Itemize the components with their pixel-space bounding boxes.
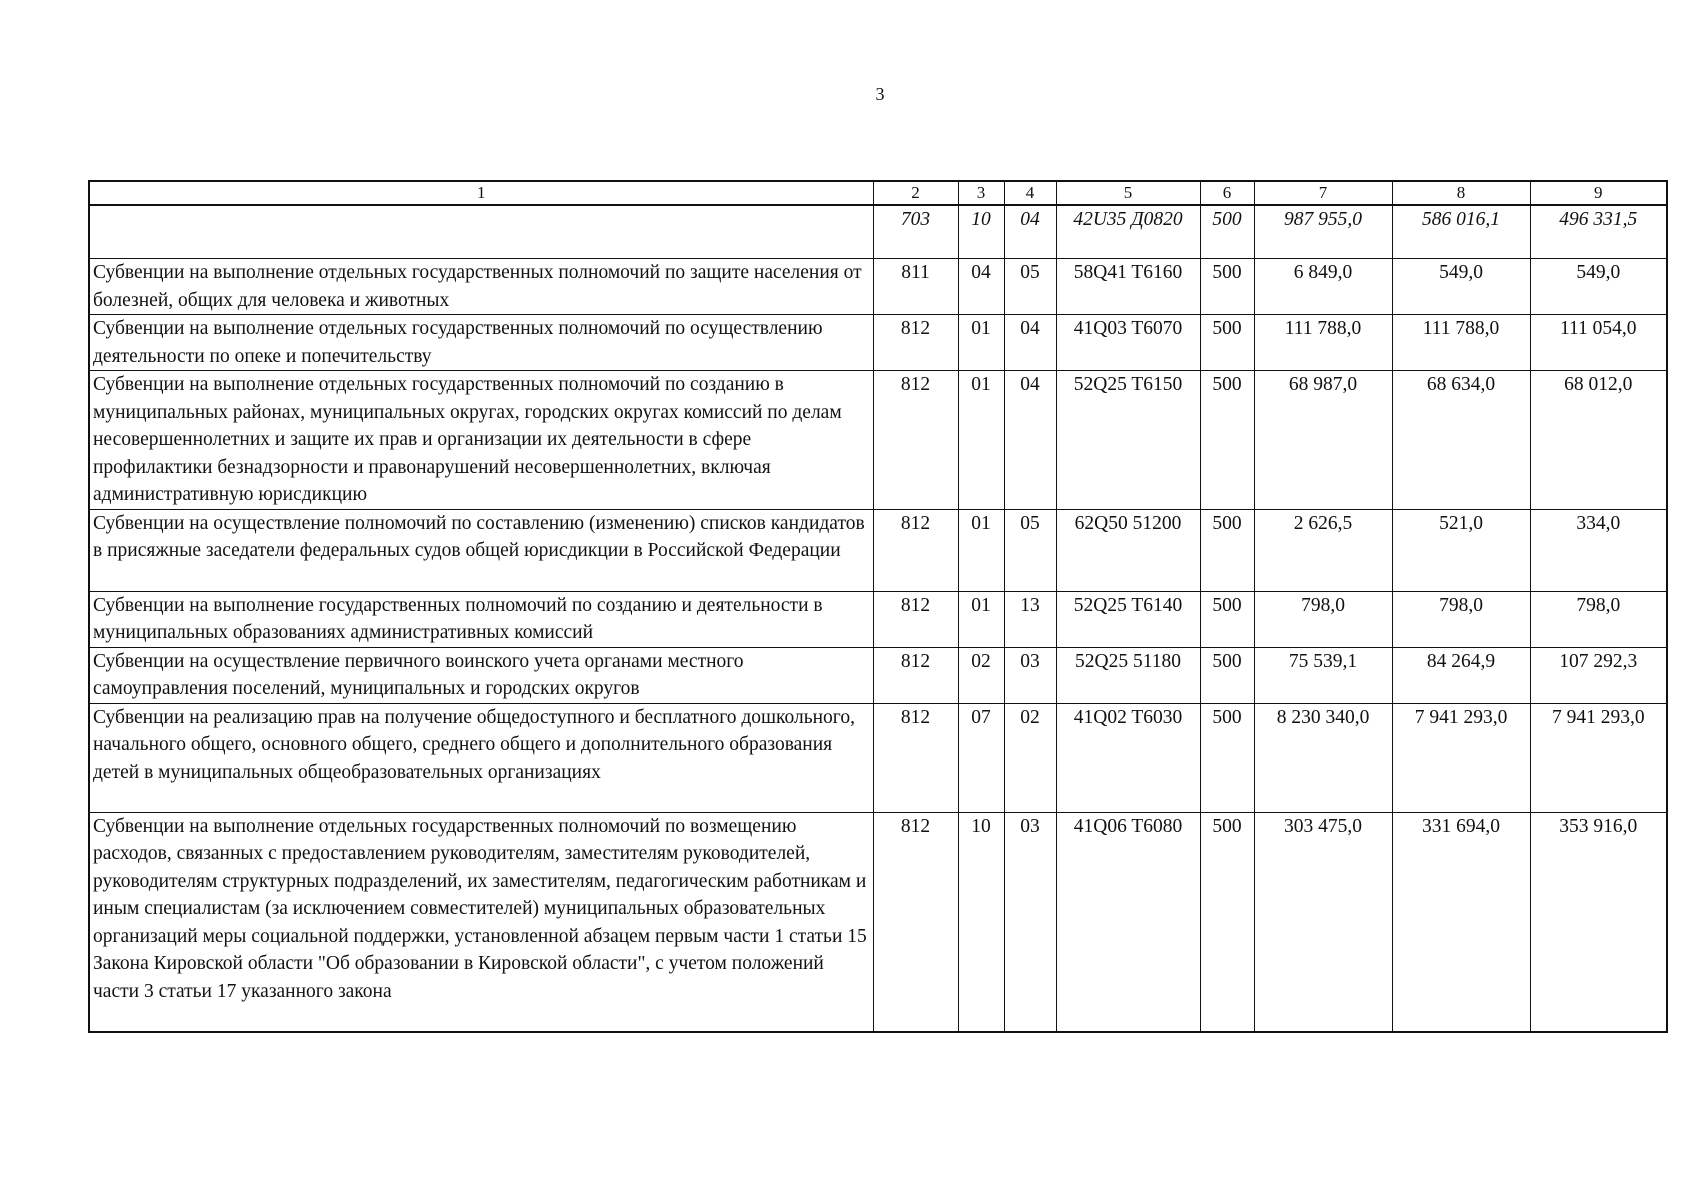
- table-row: [89, 315, 1667, 371]
- page-number: 3: [875, 84, 885, 104]
- cell-col-5: 41Q06 T6080: [1056, 812, 1200, 1032]
- cell-col-7: 75 539,1: [1254, 647, 1392, 703]
- cell-col-6: 500: [1200, 259, 1254, 315]
- budget-table: [88, 180, 1668, 1033]
- table-row: [89, 259, 1667, 315]
- cell-col-7: 6 849,0: [1254, 259, 1392, 315]
- cell-col-4: 03: [1004, 647, 1056, 703]
- cell-col-3: 10: [958, 812, 1004, 1032]
- table-header: [89, 181, 1667, 205]
- row-description: [89, 205, 873, 259]
- cell-col-4: 05: [1004, 509, 1056, 591]
- table-row: [89, 591, 1667, 647]
- cell-col-4: 04: [1004, 205, 1056, 259]
- cell-col-4: 02: [1004, 703, 1056, 812]
- cell-col-8: 84 264,9: [1392, 647, 1530, 703]
- cell-col-5: 62Q50 51200: [1056, 509, 1200, 591]
- table-row: [89, 647, 1667, 703]
- cell-col-7: 798,0: [1254, 591, 1392, 647]
- cell-col-3: 10: [958, 205, 1004, 259]
- cell-col-3: 01: [958, 315, 1004, 371]
- cell-col-5: 42U35 Д0820: [1056, 205, 1200, 259]
- cell-col-3: 01: [958, 591, 1004, 647]
- header-col-2: 2: [873, 181, 958, 205]
- cell-col-6: 500: [1200, 812, 1254, 1032]
- header-col-9: 9: [1530, 181, 1667, 205]
- header-row: [89, 181, 1667, 205]
- cell-col-2: 812: [873, 703, 958, 812]
- cell-col-5: 41Q03 T6070: [1056, 315, 1200, 371]
- row-description: Субвенции на реализацию прав на получение общедоступного и бесплатного дошкольного, начального общего, основного общего, среднего общего и дополнительного образования детей в муниципальных общеобразовательных организациях: [89, 703, 873, 812]
- cell-col-4: 13: [1004, 591, 1056, 647]
- cell-col-7: 111 788,0: [1254, 315, 1392, 371]
- cell-col-2: 812: [873, 812, 958, 1032]
- cell-col-4: 03: [1004, 812, 1056, 1032]
- cell-col-6: 500: [1200, 509, 1254, 591]
- cell-col-9: 798,0: [1530, 591, 1667, 647]
- header-col-1: 1: [89, 181, 873, 205]
- cell-col-5: 52Q25 T6140: [1056, 591, 1200, 647]
- row-description: Субвенции на осуществление первичного воинского учета органами местного самоуправления поселений, муниципальных и городских округов: [89, 647, 873, 703]
- cell-col-3: 01: [958, 509, 1004, 591]
- row-description: Субвенции на выполнение отдельных государственных полномочий по защите населения от болезней, общих для человека и животных: [89, 259, 873, 315]
- cell-col-5: 52Q25 51180: [1056, 647, 1200, 703]
- cell-col-3: 01: [958, 371, 1004, 510]
- cell-col-7: 987 955,0: [1254, 205, 1392, 259]
- table-row: [89, 205, 1667, 259]
- cell-col-8: 521,0: [1392, 509, 1530, 591]
- cell-col-8: 798,0: [1392, 591, 1530, 647]
- cell-col-2: 812: [873, 509, 958, 591]
- cell-col-2: 812: [873, 371, 958, 510]
- cell-col-8: 111 788,0: [1392, 315, 1530, 371]
- row-description: Субвенции на выполнение отдельных государственных полномочий по созданию в муниципальных районах, муниципальных округах, городских округах комиссий по делам несовершеннолетних и защите их прав и организации их деятельности в сфере профилактики безнадзорности и правонарушений несовершеннолетних, включая административную юрисдикцию: [89, 371, 873, 510]
- header-col-7: 7: [1254, 181, 1392, 205]
- cell-col-7: 303 475,0: [1254, 812, 1392, 1032]
- cell-col-9: 353 916,0: [1530, 812, 1667, 1032]
- cell-col-2: 812: [873, 647, 958, 703]
- header-col-5: 5: [1056, 181, 1200, 205]
- header-col-8: 8: [1392, 181, 1530, 205]
- cell-col-9: 68 012,0: [1530, 371, 1667, 510]
- cell-col-7: 68 987,0: [1254, 371, 1392, 510]
- cell-col-8: 586 016,1: [1392, 205, 1530, 259]
- cell-col-6: 500: [1200, 315, 1254, 371]
- cell-col-4: 04: [1004, 371, 1056, 510]
- cell-col-6: 500: [1200, 371, 1254, 510]
- row-description: Субвенции на осуществление полномочий по составлению (изменению) списков кандидатов в присяжные заседатели федеральных судов общей юрисдикции в Российской Федерации: [89, 509, 873, 591]
- cell-col-4: 05: [1004, 259, 1056, 315]
- cell-col-8: 68 634,0: [1392, 371, 1530, 510]
- cell-col-3: 07: [958, 703, 1004, 812]
- cell-col-5: 52Q25 T6150: [1056, 371, 1200, 510]
- row-description: Субвенции на выполнение отдельных государственных полномочий по возмещению расходов, связанных с предоставлением руководителям, заместителям руководителей, руководителям структурных подразделений, их заместителям, педагогическим работникам и иным специалистам (за исключением совместителей) муниципальных образовательных организаций меры социальной поддержки, установленной абзацем первым части 1 статьи 15 Закона Кировской области "Об образовании в Кировской области", с учетом положений части 3 статьи 17 указанного закона: [89, 812, 873, 1032]
- cell-col-9: 111 054,0: [1530, 315, 1667, 371]
- cell-col-6: 500: [1200, 205, 1254, 259]
- table-row: [89, 371, 1667, 510]
- cell-col-8: 7 941 293,0: [1392, 703, 1530, 812]
- cell-col-6: 500: [1200, 591, 1254, 647]
- table-row: [89, 703, 1667, 812]
- table-row: [89, 509, 1667, 591]
- cell-col-2: 811: [873, 259, 958, 315]
- cell-col-9: 334,0: [1530, 509, 1667, 591]
- cell-col-5: 58Q41 T6160: [1056, 259, 1200, 315]
- cell-col-2: 812: [873, 315, 958, 371]
- cell-col-9: 496 331,5: [1530, 205, 1667, 259]
- cell-col-2: 812: [873, 591, 958, 647]
- cell-col-9: 107 292,3: [1530, 647, 1667, 703]
- cell-col-6: 500: [1200, 647, 1254, 703]
- header-col-4: 4: [1004, 181, 1056, 205]
- cell-col-8: 331 694,0: [1392, 812, 1530, 1032]
- cell-col-8: 549,0: [1392, 259, 1530, 315]
- cell-col-7: 8 230 340,0: [1254, 703, 1392, 812]
- cell-col-7: 2 626,5: [1254, 509, 1392, 591]
- table-row: [89, 812, 1667, 1032]
- cell-col-2: 703: [873, 205, 958, 259]
- cell-col-6: 500: [1200, 703, 1254, 812]
- row-description: Субвенции на выполнение государственных полномочий по созданию и деятельности в муниципальных образованиях административных комиссий: [89, 591, 873, 647]
- cell-col-4: 04: [1004, 315, 1056, 371]
- cell-col-3: 04: [958, 259, 1004, 315]
- cell-col-9: 549,0: [1530, 259, 1667, 315]
- cell-col-5: 41Q02 T6030: [1056, 703, 1200, 812]
- header-col-6: 6: [1200, 181, 1254, 205]
- header-col-3: 3: [958, 181, 1004, 205]
- cell-col-9: 7 941 293,0: [1530, 703, 1667, 812]
- row-description: Субвенции на выполнение отдельных государственных полномочий по осуществлению деятельности по опеке и попечительству: [89, 315, 873, 371]
- cell-col-3: 02: [958, 647, 1004, 703]
